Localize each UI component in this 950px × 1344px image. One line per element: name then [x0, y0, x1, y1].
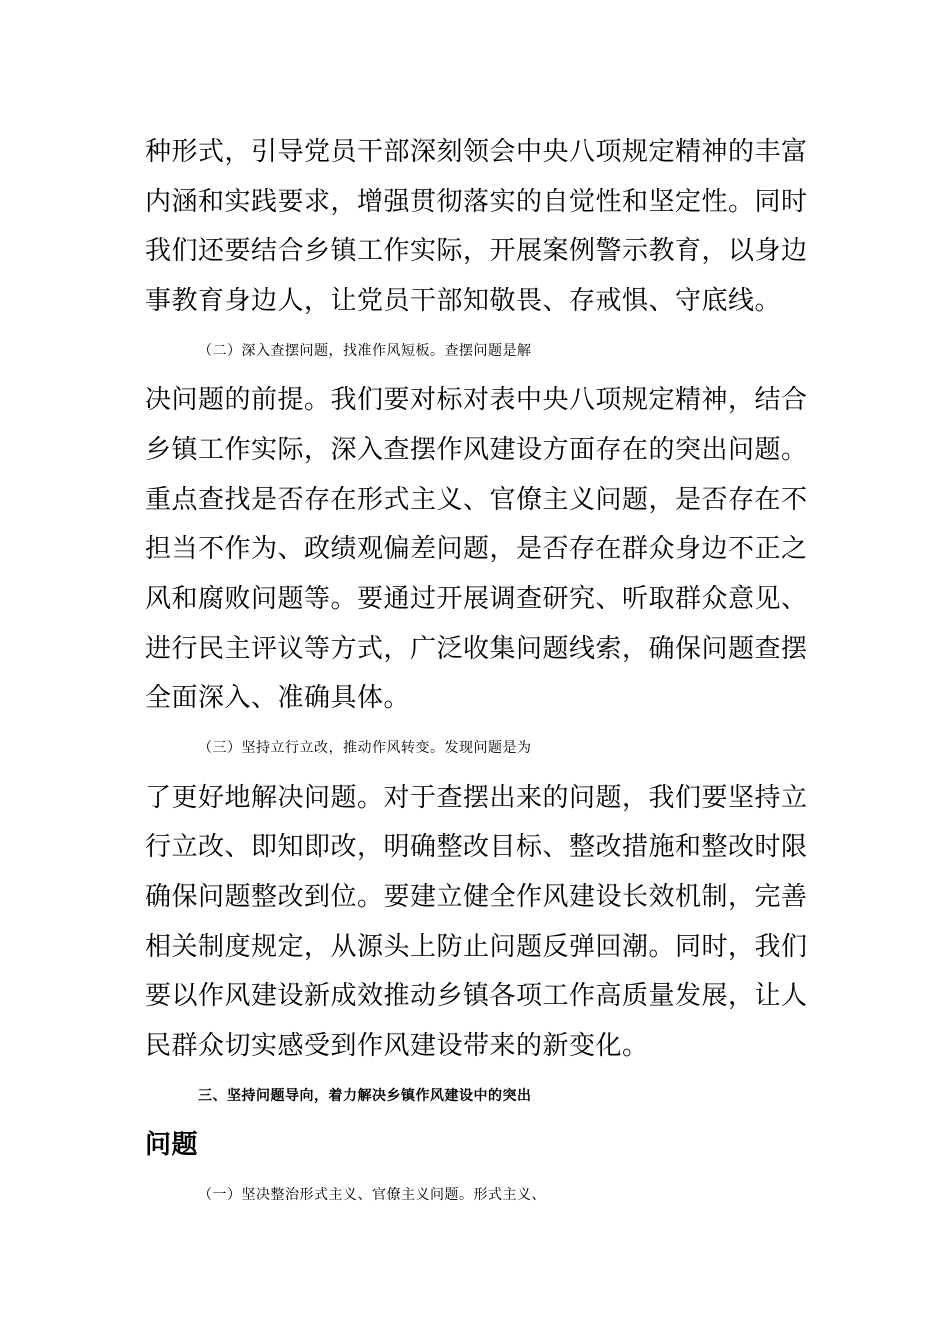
paragraph-heading-1: （一）坚决整治形式主义、官僚主义问题。形式主义、 [198, 1187, 546, 1203]
text-line: 确保问题整改到位。要建立健全作风建设长效机制，完善 [145, 882, 808, 912]
text-line: 要以作风建设新成效推动乡镇各项工作高质量发展，让人 [145, 981, 808, 1011]
text-line: 风和腐败问题等。要通过开展调查研究、听取群众意见、 [145, 584, 808, 614]
text-line: 事教育身边人，让党员干部知敬畏、存戒惧、守底线。 [145, 286, 782, 316]
text-line: 我们还要结合乡镇工作实际，开展案例警示教育，以身边 [145, 236, 808, 266]
text-line: 了更好地解决问题。对于查摆出来的问题，我们要坚持立 [145, 783, 808, 813]
section-heading-continuation: 问题 [145, 1130, 199, 1160]
text-line: 重点查找是否存在形式主义、官僚主义问题，是否存在不 [145, 485, 808, 515]
text-line: 民群众切实感受到作风建设带来的新变化。 [145, 1031, 649, 1061]
paragraph-heading-3: （三）坚持立行立改，推动作风转变。发现问题是为 [198, 740, 532, 756]
text-line: 内涵和实践要求，增强贯彻落实的自觉性和坚定性。同时 [145, 187, 808, 217]
text-line: 行立改、即知即改，明确整改目标、整改措施和整改时限 [145, 832, 808, 862]
text-line: 相关制度规定，从源头上防止问题反弹回潮。同时，我们 [145, 932, 808, 962]
paragraph-heading-2: （二）深入查摆问题，找准作风短板。查摆问题是解 [198, 343, 532, 359]
text-line: 担当不作为、政绩观偏差问题，是否存在群众身边不正之 [145, 534, 808, 564]
text-line: 决问题的前提。我们要对标对表中央八项规定精神，结合 [145, 385, 808, 415]
text-line: 全面深入、准确具体。 [145, 683, 411, 713]
section-heading: 三、坚持问题导向，着力解决乡镇作风建设中的突出 [198, 1088, 532, 1104]
text-line: 进行民主评议等方式，广泛收集问题线索，确保问题查摆 [145, 634, 808, 664]
text-line: 乡镇工作实际，深入查摆作风建设方面存在的突出问题。 [145, 435, 808, 465]
text-line: 种形式，引导党员干部深刻领会中央八项规定精神的丰富 [145, 137, 808, 167]
